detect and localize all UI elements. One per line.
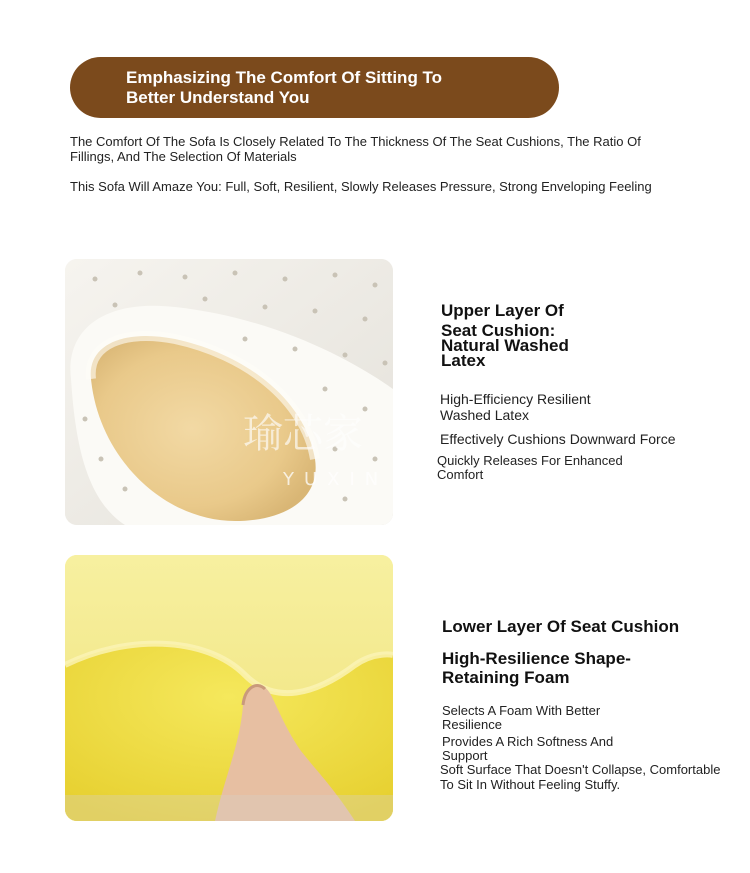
latex-photo — [65, 259, 393, 525]
upper-heading-line-3: Natural Washed — [441, 336, 569, 355]
lower-point-3: Soft Surface That Doesn't Collapse, Comfortable To Sit In Without Feeling Stuffy. — [440, 762, 721, 792]
intro-paragraph: The Comfort Of The Sofa Is Closely Related To The Thickness Of The Seat Cushions, The Ratio Of Fillings, And The Selection Of Materials — [70, 134, 641, 164]
upper-heading-line-2: Seat Cushion: — [441, 321, 556, 340]
foam-photo — [65, 555, 393, 821]
lower-point-1: Selects A Foam With Better Resilience — [442, 703, 601, 732]
upper-heading-line-4: Latex — [441, 351, 486, 370]
banner-title: Emphasizing The Comfort Of Sitting To Better Understand You — [126, 68, 443, 107]
intro-highlight: This Sofa Will Amaze You: Full, Soft, Resilient, Slowly Releases Pressure, Strong Enveloping Feeling — [70, 179, 652, 194]
lower-point-2: Provides A Rich Softness And Support — [442, 734, 614, 763]
title-banner — [70, 57, 559, 118]
lower-heading-2: High-Resilience Shape-Retaining Foam — [442, 649, 631, 687]
upper-point-3: Quickly Releases For Enhanced Comfort — [437, 453, 623, 482]
watermark-latin: YUXIN — [283, 469, 389, 490]
lower-heading-1: Lower Layer Of Seat Cushion — [442, 617, 680, 636]
watermark-cn: 瑜芯家 — [243, 411, 363, 457]
upper-heading-line-1: Upper Layer Of — [441, 301, 564, 320]
upper-point-2: Effectively Cushions Downward Force — [440, 431, 676, 447]
upper-point-1: High-Efficiency Resilient Washed Latex — [440, 391, 591, 423]
